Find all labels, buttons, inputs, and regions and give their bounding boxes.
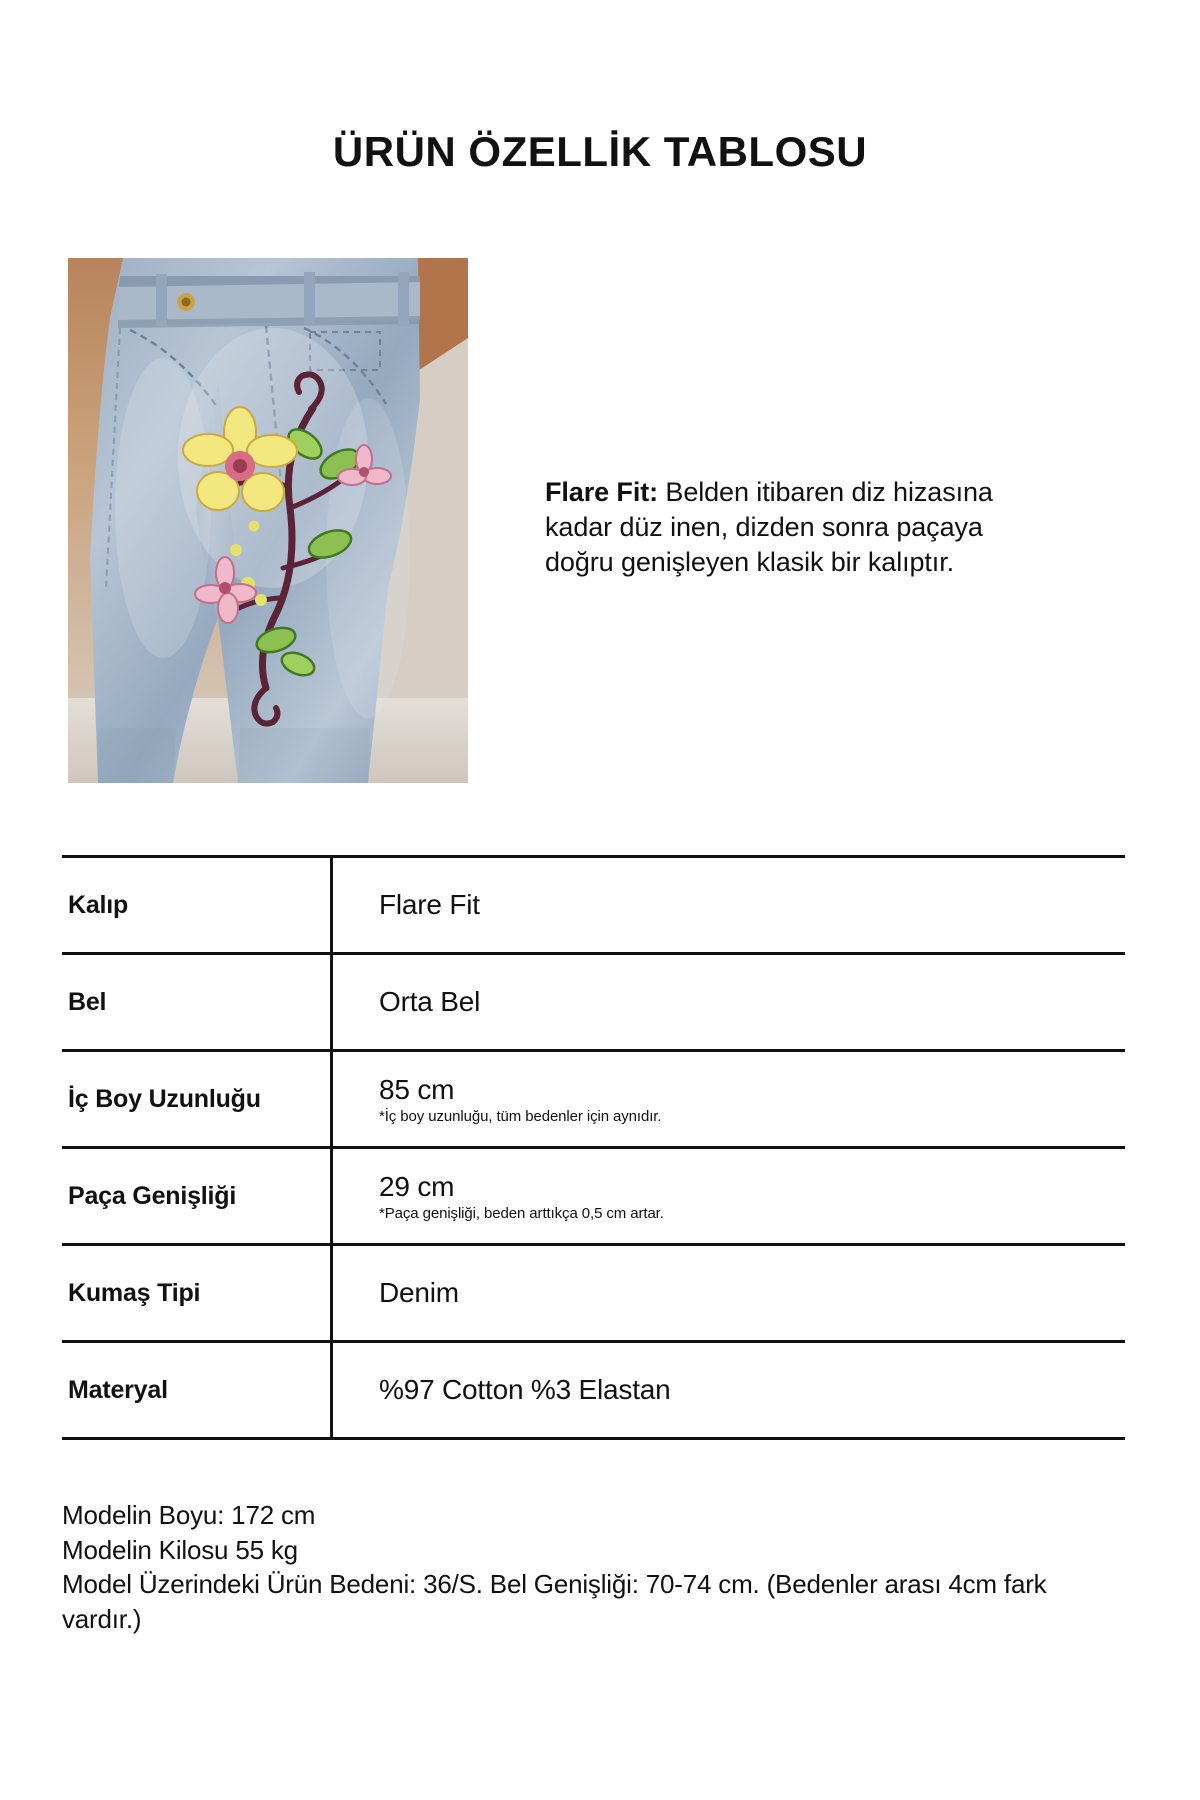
table-row	[62, 855, 1125, 952]
model-info-notes	[62, 1498, 1062, 1636]
model-weight-note: Modelin Kilosu 55 kg	[62, 1534, 298, 1565]
spec-key: Materyal	[68, 1375, 168, 1404]
table-row	[62, 1049, 1125, 1146]
spec-key: Kumaş Tipi	[68, 1278, 201, 1307]
fit-description-lead: Flare Fit:	[545, 477, 659, 507]
table-row	[62, 1146, 1125, 1243]
spec-key: Bel	[68, 987, 107, 1016]
spec-key: Kalıp	[68, 890, 129, 919]
spec-value-cell	[330, 955, 1125, 1049]
product-photo-illustration	[68, 258, 468, 783]
model-size-note: Model Üzerindeki Ürün Bedeni: 36/S. Bel Genişliği: 70-74 cm. (Bedenler arası 4cm fark vardır.)	[62, 1569, 1054, 1634]
spec-value-cell	[330, 1343, 1125, 1437]
fit-description-body: Belden itibaren diz hizasına kadar düz inen, dizden sonra paçaya doğru genişleyen klasik bir kalıptır.	[545, 477, 993, 578]
spec-value: Denim	[379, 1277, 459, 1308]
product-spec-table	[62, 855, 1125, 1440]
model-height-note: Modelin Boyu: 172 cm	[62, 1500, 316, 1530]
spec-key: İç Boy Uzunluğu	[68, 1084, 261, 1113]
table-row	[62, 1340, 1125, 1440]
table-row	[62, 1243, 1125, 1340]
spec-value: Flare Fit	[379, 889, 480, 920]
fit-description	[545, 475, 1015, 580]
spec-note: *Paça genişliği, beden arttıkça 0,5 cm artar.	[379, 1204, 664, 1222]
spec-value: 85 cm	[379, 1073, 455, 1105]
spec-value-cell	[330, 1052, 1125, 1146]
product-photo	[68, 258, 468, 783]
spec-value-cell	[330, 858, 1125, 952]
table-row	[62, 952, 1125, 1049]
spec-value: Orta Bel	[379, 986, 481, 1017]
spec-value-cell	[330, 1246, 1125, 1340]
spec-key: Paça Genişliği	[68, 1181, 237, 1210]
spec-note: *İç boy uzunluğu, tüm bedenler için aynıdır.	[379, 1107, 662, 1125]
spec-value: %97 Cotton %3 Elastan	[379, 1374, 671, 1405]
spec-value-cell	[330, 1149, 1125, 1243]
spec-value: 29 cm	[379, 1170, 455, 1202]
page-title: ÜRÜN ÖZELLİK TABLOSU	[332, 128, 868, 175]
